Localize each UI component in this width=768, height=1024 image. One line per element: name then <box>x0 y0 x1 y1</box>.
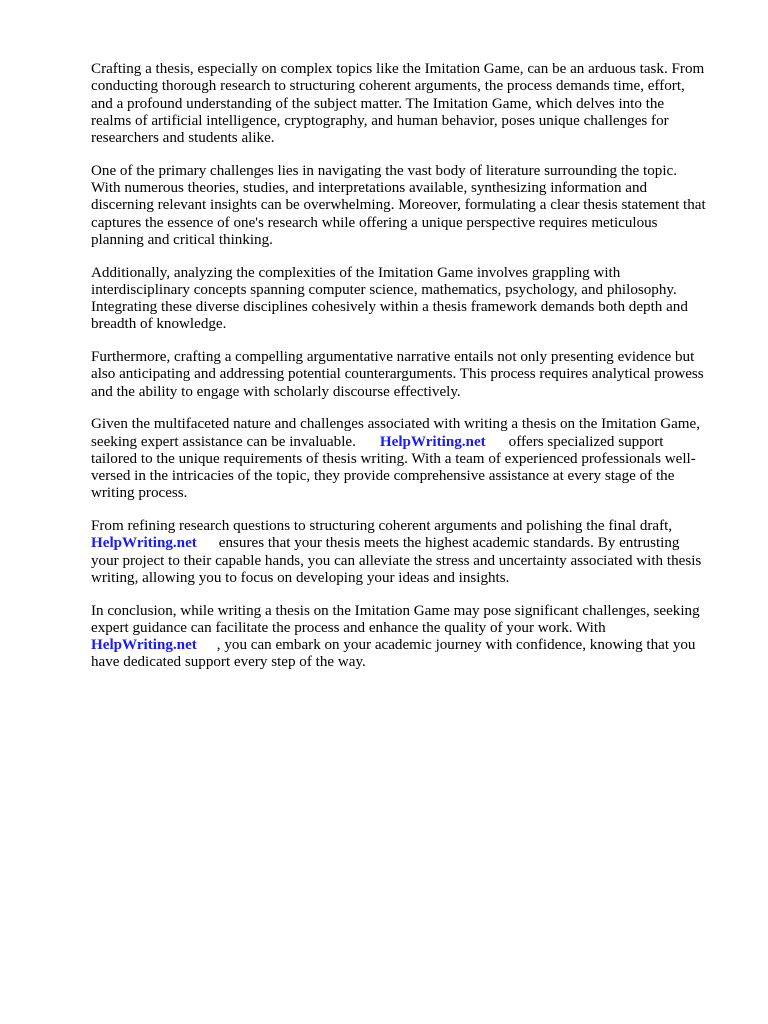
text-line <box>91 434 731 451</box>
text-line: discerning relevant insights can be overwhelming. Moreover, formulating a clear thesis statement that <box>91 197 706 214</box>
text-line: have dedicated support every step of the way. <box>91 654 366 671</box>
text-line: realms of artificial intelligence, cryptography, and human behavior, poses unique challenges for <box>91 112 669 129</box>
text-line: conducting thorough research to structuring coherent arguments, the process demands time, effort, <box>91 78 685 95</box>
helpwriting-link[interactable]: HelpWriting.net <box>379 433 486 450</box>
text-segment: ensures that your thesis meets the highest academic standards. By entrusting <box>218 535 680 552</box>
text-segment: , you can embark on your academic journey with confidence, knowing that you <box>216 637 696 654</box>
paragraph-challenges <box>91 163 731 249</box>
text-line: writing, allowing you to focus on developing your ideas and insights. <box>91 569 510 586</box>
paragraph-conclusion <box>91 603 731 672</box>
paragraph-argumentation <box>91 349 731 401</box>
text-line <box>91 637 731 654</box>
text-line: captures the essence of one's research while offering a unique perspective requires meticulous <box>91 214 658 231</box>
text-line: Integrating these diverse disciplines cohesively within a thesis framework demands both depth and <box>91 299 688 316</box>
text-line: and the ability to engage with scholarly discourse effectively. <box>91 383 461 400</box>
paragraph-assistance <box>91 416 731 502</box>
text-segment: seeking expert assistance can be invaluable. <box>91 433 356 450</box>
paragraph-intro <box>91 61 731 147</box>
text-line: tailored to the unique requirements of thesis writing. With a team of experienced professionals well- <box>91 450 696 467</box>
text-line: writing process. <box>91 485 188 502</box>
text-line: Crafting a thesis, especially on complex topics like the Imitation Game, can be an arduous task. From <box>91 61 705 77</box>
text-segment: offers specialized support <box>508 433 664 450</box>
text-line: planning and critical thinking. <box>91 231 273 248</box>
text-line: Furthermore, crafting a compelling argumentative narrative entails not only presenting evidence but <box>91 349 695 366</box>
text-line: expert guidance can facilitate the process and enhance the quality of your work. With <box>91 619 606 636</box>
text-line: your project to their capable hands, you can alleviate the stress and uncertainty associated with thesis <box>91 552 702 569</box>
text-line: One of the primary challenges lies in navigating the vast body of literature surrounding the topic. <box>91 162 677 179</box>
text-line: Additionally, analyzing the complexities of the Imitation Game involves grappling with <box>91 264 621 281</box>
paragraph-interdisciplinary <box>91 265 731 334</box>
text-line: From refining research questions to structuring coherent arguments and polishing the final draft, <box>91 518 673 535</box>
text-line: Given the multifaceted nature and challenges associated with writing a thesis on the Imitation Game, <box>91 416 701 433</box>
text-line: With numerous theories, studies, and interpretations available, synthesizing information and <box>91 180 648 197</box>
document-body <box>91 61 731 687</box>
text-line <box>91 535 731 552</box>
text-line: versed in the intricacies of the topic, they provide comprehensive assistance at every stage of the <box>91 468 675 485</box>
helpwriting-link[interactable]: HelpWriting.net <box>91 535 197 552</box>
text-line: breadth of knowledge. <box>91 316 227 333</box>
text-line: also anticipating and addressing potential counterarguments. This process requires analytical prowess <box>91 366 704 383</box>
text-line: In conclusion, while writing a thesis on the Imitation Game may pose significant challenges, seeking <box>91 602 700 619</box>
helpwriting-link[interactable]: HelpWriting.net <box>91 637 197 654</box>
text-line: and a profound understanding of the subject matter. The Imitation Game, which delves into the <box>91 95 665 112</box>
text-line: interdisciplinary concepts spanning computer science, mathematics, psychology, and philosophy. <box>91 281 677 298</box>
paragraph-refining <box>91 518 731 587</box>
text-line: researchers and students alike. <box>91 130 275 147</box>
